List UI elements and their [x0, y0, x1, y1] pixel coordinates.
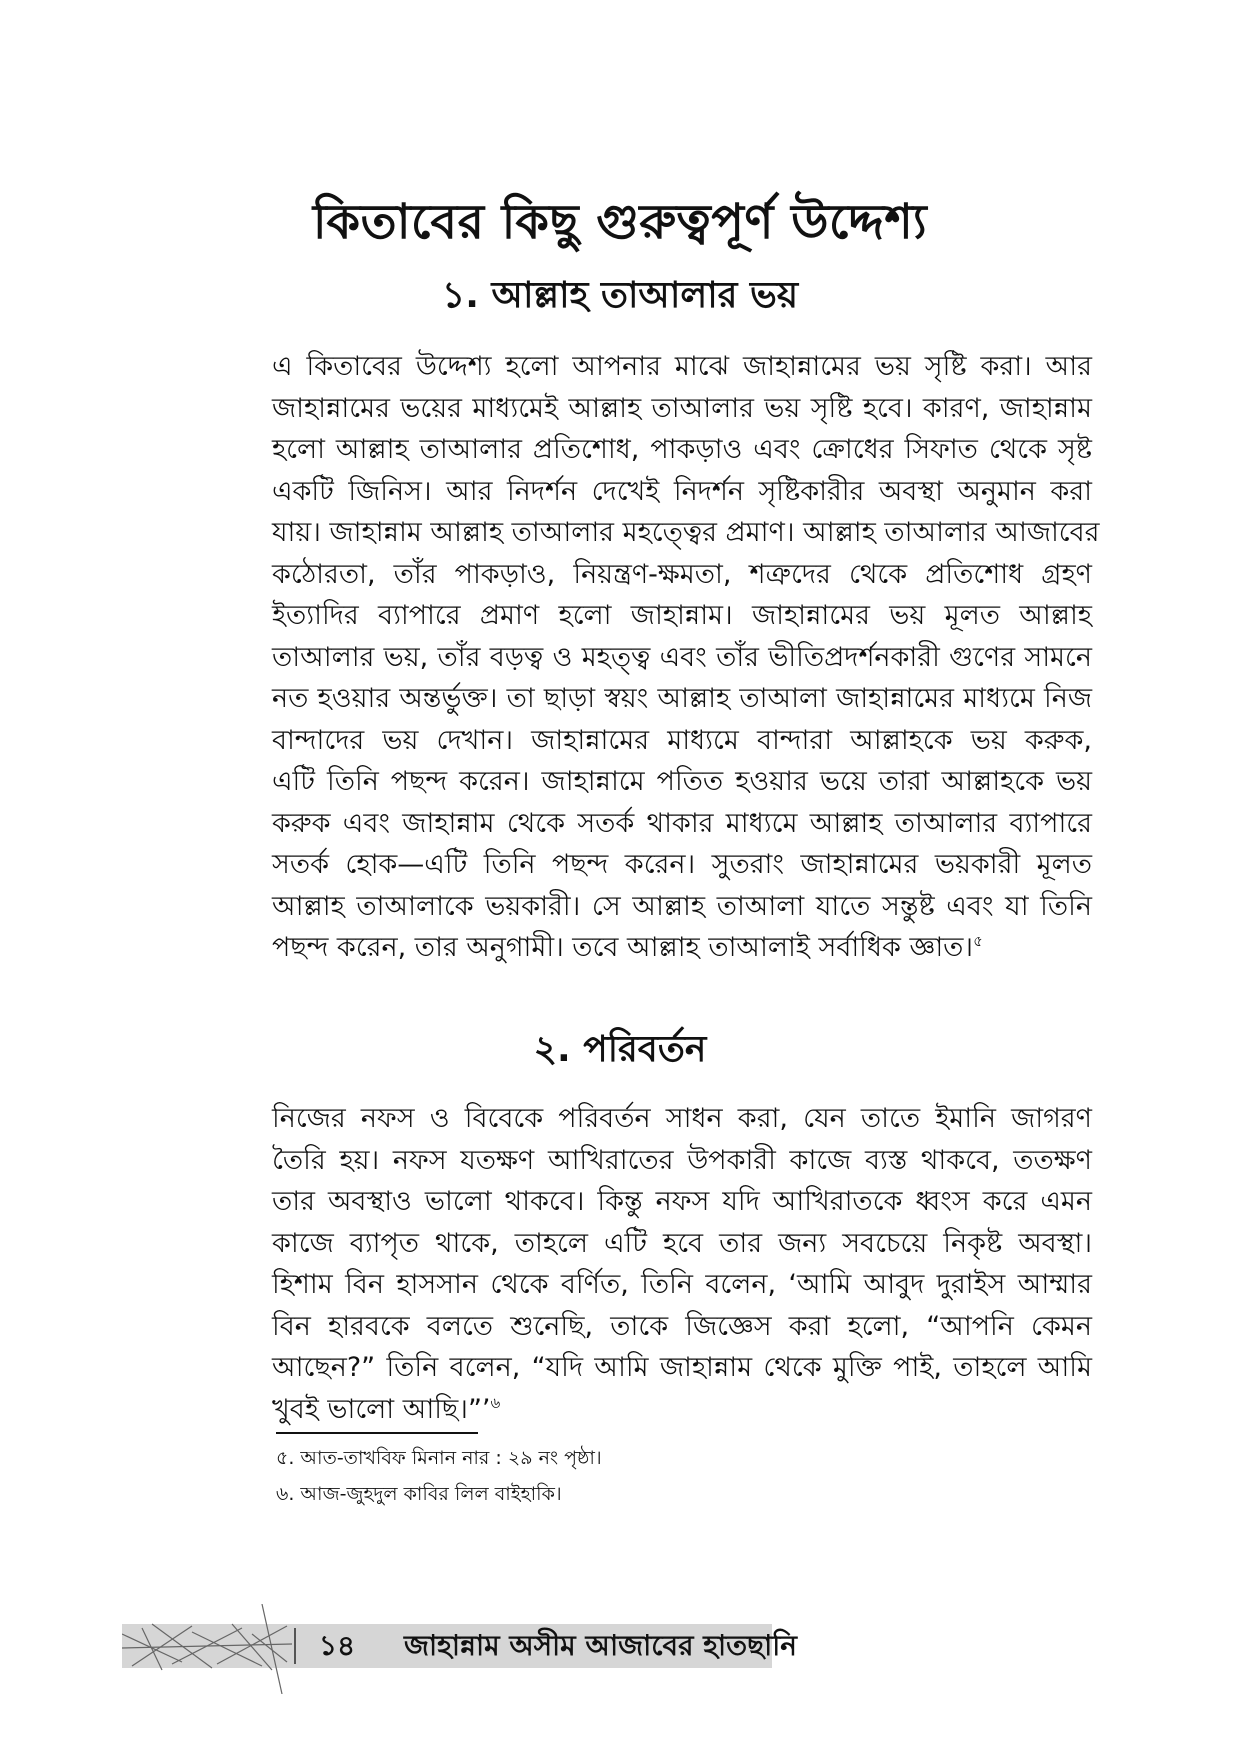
text-line-content: খুবই ভালো আছি।”’	[272, 1393, 491, 1425]
text-line: নিজের নফস ও বিবেকে পরিবর্তন সাধন করা, যেন তাতে ইমানি জাগরণ	[272, 1103, 1092, 1134]
footnote-5: ৫. আত-তাখবিফ মিনান নার : ২৯ নং পৃষ্ঠা।	[276, 1447, 602, 1469]
text-line: কঠোরতা, তাঁর পাকড়াও, নিয়ন্ত্রণ-ক্ষমতা, শত্রুদের থেকে প্রতিশোধ গ্রহণ	[272, 558, 1092, 590]
section-heading-fear-of-allah: ১. আল্লাহ তাআলার ভয়	[441, 275, 799, 316]
paragraph-fear-of-allah	[272, 346, 1100, 969]
text-line: এটি তিনি পছন্দ করেন। জাহান্নামে পতিত হওয়ার ভয়ে তারা আল্লাহকে ভয়	[272, 766, 1092, 797]
footnote-6: ৬. আজ-জুহদুল কাবির লিল বাইহাকি।	[276, 1483, 562, 1505]
text-line: তার অবস্থাও ভালো থাকবে। কিন্তু নফস যদি আখিরাতকে ধ্বংস করে এমন	[272, 1186, 1092, 1217]
footnote-reference-5[interactable]: ৫	[973, 932, 983, 950]
footer-divider	[294, 1628, 296, 1664]
text-line: যায়। জাহান্নাম আল্লাহ তাআলার মহত্ত্বের প্রমাণ। আল্লাহ তাআলার আজাবের	[272, 517, 1100, 548]
text-line	[272, 927, 1092, 969]
running-title: জাহান্নাম অসীম আজাবের হাতছানি	[404, 1629, 797, 1662]
text-line: কাজে ব্যাপৃত থাকে, তাহলে এটি হবে তার জন্য সবচেয়ে নিকৃষ্ট অবস্থা।	[272, 1227, 1092, 1259]
page-title: কিতাবের কিছু গুরুত্বপূর্ণ উদ্দেশ্য	[312, 194, 928, 250]
text-line: তাআলার ভয়, তাঁর বড়ত্ব ও মহত্ত্ব এবং তাঁর ভীতিপ্রদর্শনকারী গুণের সামনে	[272, 641, 1092, 673]
section-heading-change: ২. পরিবর্তন	[533, 1029, 707, 1070]
text-line: এ কিতাবের উদ্দেশ্য হলো আপনার মাঝে জাহান্নামের ভয় সৃষ্টি করা। আর	[272, 351, 1092, 382]
text-line: একটি জিনিস। আর নিদর্শন দেখেই নিদর্শন সৃষ্টিকারীর অবস্থা অনুমান করা	[272, 475, 1093, 507]
footnotes	[276, 1440, 976, 1512]
text-line: বান্দাদের ভয় দেখান। জাহান্নামের মাধ্যমে বান্দারা আল্লাহকে ভয় করুক,	[272, 724, 1092, 756]
text-line: আছেন?” তিনি বলেন, “যদি আমি জাহান্নাম থেকে মুক্তি পাই, তাহলে আমি	[272, 1352, 1092, 1383]
text-line: জাহান্নামের ভয়ের মাধ্যমেই আল্লাহ তাআলার ভয় সৃষ্টি হবে। কারণ, জাহান্নাম	[272, 392, 1092, 424]
text-line-content: পছন্দ করেন, তার অনুগামী। তবে আল্লাহ তাআলাই সর্বাধিক জ্ঞাত।	[272, 932, 974, 963]
text-line: করুক এবং জাহান্নাম থেকে সতর্ক থাকার মাধ্যমে আল্লাহ তাআলার ব্যাপারে	[272, 807, 1092, 839]
text-line	[272, 1389, 1092, 1431]
text-line: হিশাম বিন হাসসান থেকে বর্ণিত, তিনি বলেন, ‘আমি আবুদ দুরাইস আম্মার	[272, 1269, 1092, 1300]
text-line: হলো আল্লাহ তাআলার প্রতিশোধ, পাকড়াও এবং ক্রোধের সিফাত থেকে সৃষ্ট	[272, 434, 1092, 465]
footer-decoration-icon	[122, 1604, 292, 1694]
text-line: বিন হারবকে বলতে শুনেছি, তাকে জিজ্ঞেস করা হলো, “আপনি কেমন	[272, 1310, 1092, 1342]
text-line: আল্লাহ তাআলাকে ভয়কারী। সে আল্লাহ তাআলা যাতে সন্তুষ্ট এবং যা তিনি	[272, 890, 1092, 922]
text-line: ইত্যাদির ব্যাপারে প্রমাণ হলো জাহান্নাম। জাহান্নামের ভয় মূলত আল্লাহ	[272, 600, 1092, 631]
footnote-reference-6[interactable]: ৬	[490, 1393, 501, 1412]
paragraph-change	[272, 1098, 1092, 1430]
text-line: সতর্ক হোক—এটি তিনি পছন্দ করেন। সুতরাং জাহান্নামের ভয়কারী মূলত	[272, 849, 1092, 880]
text-line: নত হওয়ার অন্তর্ভুক্ত। তা ছাড়া স্বয়ং আল্লাহ তাআলা জাহান্নামের মাধ্যমে নিজ	[272, 683, 1092, 714]
page-number: ১৪	[318, 1629, 356, 1662]
footnote-divider	[276, 1432, 478, 1434]
text-line: তৈরি হয়। নফস যতক্ষণ আখিরাতের উপকারী কাজে ব্যস্ত থাকবে, ততক্ষণ	[272, 1144, 1092, 1176]
